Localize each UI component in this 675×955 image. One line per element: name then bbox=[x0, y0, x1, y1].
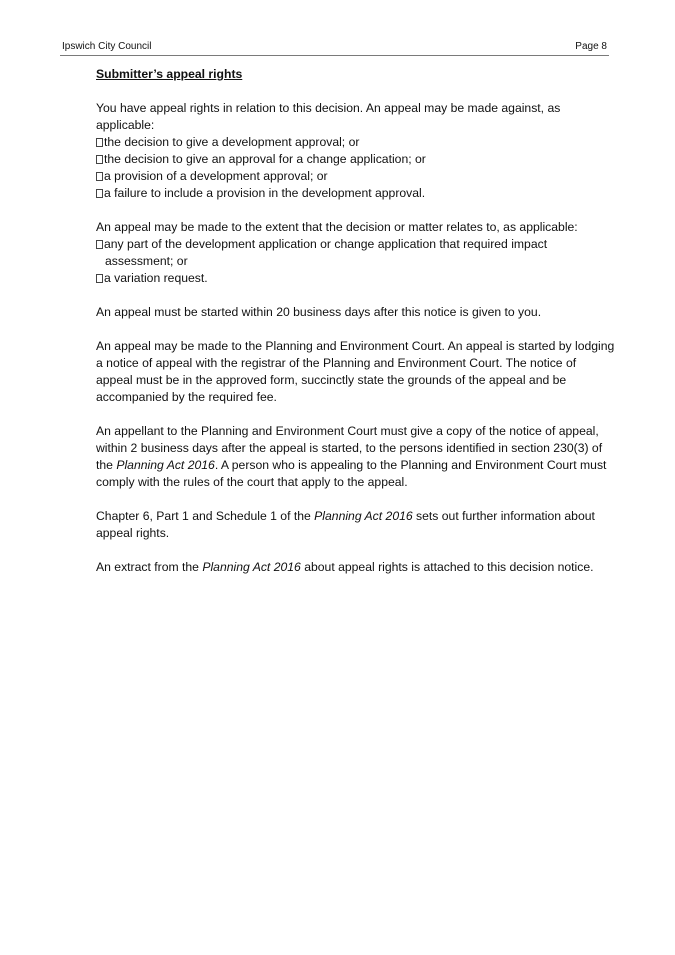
text-run: about appeal rights is attached to this decision notice. bbox=[300, 560, 594, 574]
list-item bbox=[96, 151, 636, 168]
paragraph-line: a notice of appeal with the registrar of the Planning and Environment Court. The notice of bbox=[96, 356, 577, 370]
list-item-text: any part of the development application or change application that required impact bbox=[104, 237, 548, 251]
list-item-continuation: assessment; or bbox=[105, 254, 188, 268]
bullet-box-icon bbox=[96, 274, 103, 283]
paragraph-line: An appeal may be made to the extent that the decision or matter relates to, as applicable: bbox=[96, 220, 578, 234]
list-item bbox=[96, 236, 636, 253]
act-title: Planning Act 2016 bbox=[314, 509, 413, 523]
appellant-obligations-paragraph bbox=[96, 423, 636, 491]
list-item bbox=[96, 270, 636, 287]
document-body bbox=[96, 66, 636, 593]
header-page-number: Page 8 bbox=[575, 41, 607, 52]
text-run: sets out further information about bbox=[412, 509, 595, 523]
paragraph-line bbox=[96, 457, 636, 474]
section-heading: Submitter’s appeal rights bbox=[96, 67, 243, 81]
paragraph-line: comply with the rules of the court that apply to the appeal. bbox=[96, 475, 408, 489]
bullet-box-icon bbox=[96, 240, 103, 249]
court-lodging-paragraph bbox=[96, 338, 636, 406]
appeal-rights-paragraph bbox=[96, 100, 636, 202]
list-item bbox=[96, 134, 636, 151]
paragraph-line: applicable: bbox=[96, 118, 155, 132]
extract-attached-paragraph bbox=[96, 559, 636, 576]
paragraph-line: appeal must be in the approved form, succinctly state the grounds of the appeal and be bbox=[96, 373, 567, 387]
paragraph-line: within 2 business days after the appeal is started, to the persons identified in section 230(3) of bbox=[96, 441, 603, 455]
bullet-box-icon bbox=[96, 138, 103, 147]
paragraph-line: An appeal may be made to the Planning and Environment Court. An appeal is started by lodging bbox=[96, 339, 615, 353]
header-organisation: Ipswich City Council bbox=[62, 41, 152, 52]
list-item-text: the decision to give an approval for a change application; or bbox=[104, 152, 426, 166]
list-item bbox=[96, 168, 636, 185]
bullet-box-icon bbox=[96, 189, 103, 198]
list-item-text: a failure to include a provision in the development approval. bbox=[104, 186, 426, 200]
paragraph-line bbox=[96, 559, 636, 576]
list-item-text: a variation request. bbox=[104, 271, 208, 285]
paragraph-line: You have appeal rights in relation to this decision. An appeal may be made against, as bbox=[96, 101, 561, 115]
paragraph-line bbox=[96, 508, 636, 525]
text-run: An extract from the bbox=[96, 560, 203, 574]
text-run: Chapter 6, Part 1 and Schedule 1 of the bbox=[96, 509, 315, 523]
list-item-text: the decision to give a development approval; or bbox=[104, 135, 360, 149]
list-item bbox=[96, 185, 636, 202]
bullet-box-icon bbox=[96, 155, 103, 164]
paragraph-line: accompanied by the required fee. bbox=[96, 390, 277, 404]
appeal-timeframe-paragraph bbox=[96, 304, 636, 321]
act-title: Planning Act 2016 bbox=[202, 560, 301, 574]
further-information-paragraph bbox=[96, 508, 636, 542]
paragraph-line: appeal rights. bbox=[96, 526, 170, 540]
text-run: the bbox=[96, 458, 117, 472]
appeal-extent-paragraph bbox=[96, 219, 636, 287]
list-item-text: a provision of a development approval; or bbox=[104, 169, 328, 183]
paragraph-line: An appeal must be started within 20 business days after this notice is given to you. bbox=[96, 305, 542, 319]
bullet-box-icon bbox=[96, 172, 103, 181]
page-header bbox=[60, 41, 609, 56]
text-run: . A person who is appealing to the Planning and Environment Court must bbox=[214, 458, 607, 472]
act-title: Planning Act 2016 bbox=[116, 458, 215, 472]
paragraph-line: An appellant to the Planning and Environment Court must give a copy of the notice of appeal, bbox=[96, 424, 599, 438]
